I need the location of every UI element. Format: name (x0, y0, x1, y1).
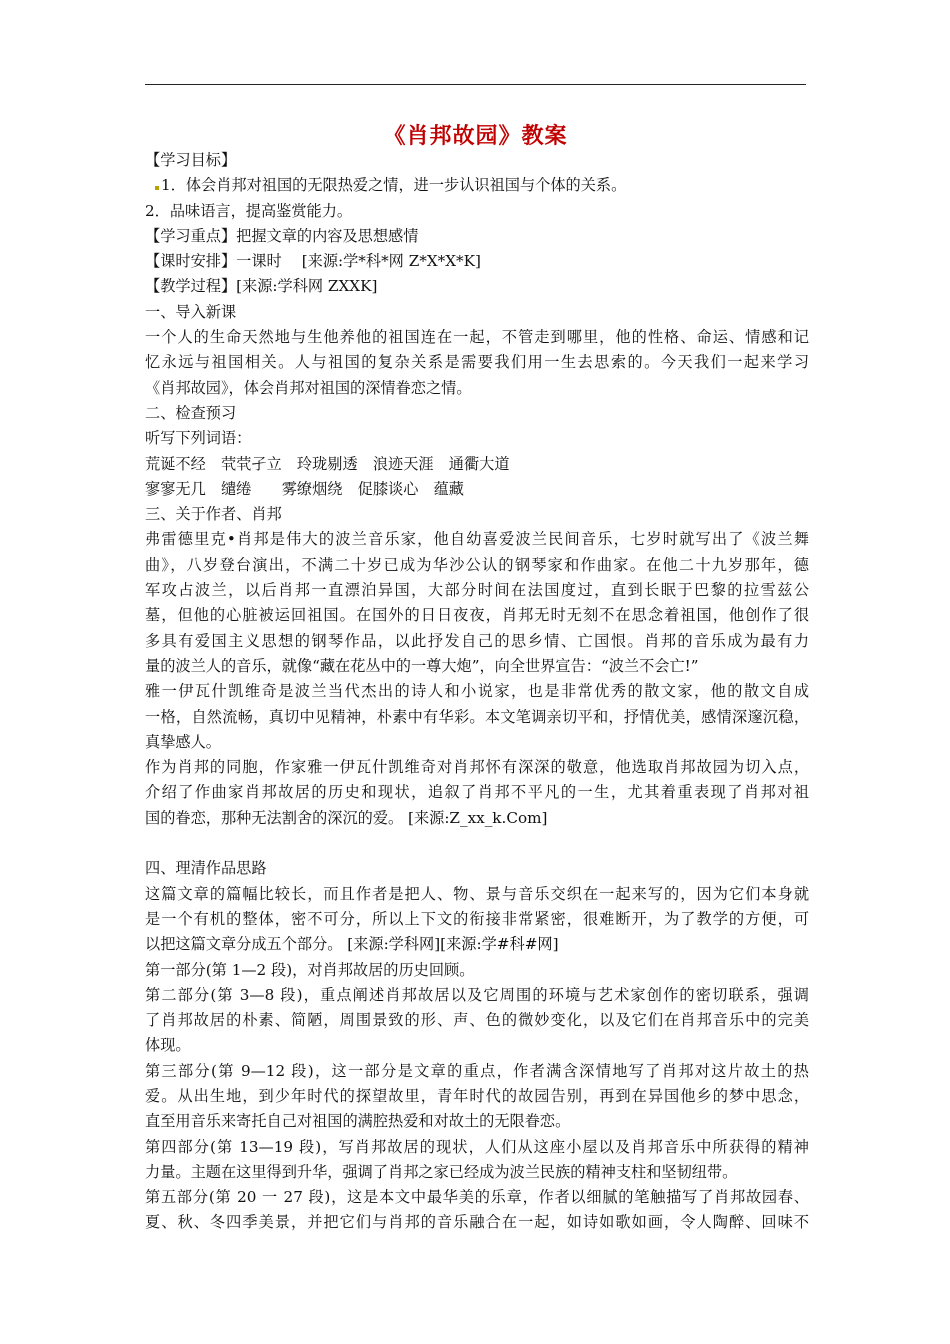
paragraph-line: 忆永远与祖国相关。人与祖国的复杂关系是需要我们用一生去思索的。今天我们一起来学习 (145, 353, 809, 372)
vocabulary-line: 寥寥无几 缱绻 雾缭烟绕 促膝谈心 蕴藏 (145, 479, 464, 498)
objective-item: 2．品味语言，提高鉴赏能力。 (145, 201, 353, 220)
schedule: 【课时安排】一课时 [来源:学*科*网 Z*X*X*K] (145, 252, 481, 271)
paragraph-line: 第三部分(第 9—12 段)，这一部分是文章的重点，作者满含深情地写了肖邦对这片故土的热 (145, 1061, 809, 1080)
paragraph-line: 一格，自然流畅，真切中见精神，朴素中有华彩。本文笔调亲切平和，抒情优美，感情深邃沉稳， (145, 707, 809, 726)
blank-line (145, 831, 809, 856)
paragraph-line: 第五部分(第 20 一 27 段)，这是本文中最华美的乐章，作者以细腻的笔触描写了肖邦故园春、 (145, 1188, 809, 1207)
paragraph-line: 爱。从出生地，到少年时代的探望故里，青年时代的故园告别，再到在异国他乡的梦中思念， (145, 1086, 809, 1105)
paragraph-line: 军攻占波兰，以后肖邦一直漂泊异国，大部分时间在法国度过，直到长眠于巴黎的拉雪兹公 (145, 581, 809, 600)
paragraph-line: 《肖邦故园》，体会肖邦对祖国的深情眷恋之情。 (145, 378, 472, 397)
page-title: 《肖邦故园》教案 (383, 124, 568, 149)
section-heading: 二、检查预习 (145, 403, 237, 422)
paragraph-line: 以把这篇文章分成五个部分。 [来源:学科网][来源:学#科#网] (145, 935, 559, 954)
objective-item: 1．体会肖邦对祖国的无限热爱之情，进一步认识祖国与个体的关系。 (145, 173, 809, 198)
paragraph-line: 介绍了作曲家肖邦故居的历史和现状，追叙了肖邦不平凡的一生，尤其着重表现了肖邦对祖 (145, 783, 809, 802)
paragraph-line: 多具有爱国主义思想的钢琴作品，以此抒发自己的思乡情、亡国恨。肖邦的音乐成为最有力 (145, 631, 809, 650)
paragraph-line: 体现。 (145, 1036, 191, 1055)
paragraph-line: 了肖邦故居的朴素、简陋，周围景致的形、声、色的微妙变化，以及它们在肖邦音乐中的完美 (145, 1011, 809, 1030)
paragraph-line: 夏、秋、冬四季美景，并把它们与肖邦的音乐融合在一起，如诗如歌如画，令人陶醉、回味不 (145, 1213, 809, 1232)
paragraph-line: 听写下列词语： (145, 429, 252, 448)
section-heading: 一、导入新课 (145, 302, 237, 321)
paragraph-line: 第二部分(第 3—8 段)，重点阐述肖邦故居以及它周围的环境与艺术家创作的密切联系，强调 (145, 985, 809, 1004)
header-rule (145, 84, 806, 85)
paragraph-line: 雅一伊瓦什凯维奇是波兰当代杰出的诗人和小说家，也是非常优秀的散文家，他的散文自成 (145, 682, 809, 701)
paragraph-line: 这篇文章的篇幅比较长，而且作者是把人、物、景与音乐交织在一起来写的，因为它们本身就 (145, 884, 809, 903)
paragraph-line: 真挚感人。 (145, 732, 221, 751)
paragraph-line: 曲》，八岁登台演出，不满二十岁已成为华沙公认的钢琴家和作曲家。在他二十九岁那年，德 (145, 555, 809, 574)
vocabulary-line: 荒诞不经 茕茕孑立 玲珑剔透 浪迹天涯 通衢大道 (145, 454, 510, 473)
process-heading: 【教学过程】[来源:学科网 ZXXK] (145, 277, 378, 296)
paragraph-line: 第四部分(第 13—19 段)，写肖邦故居的现状，人们从这座小屋以及肖邦音乐中所获得的精神 (145, 1137, 809, 1156)
paragraph-line: 弗雷德里克•肖邦是伟大的波兰音乐家，他自幼喜爱波兰民间音乐，七岁时就写出了《波兰舞 (145, 530, 809, 549)
document-body (145, 148, 809, 1236)
section-heading: 【学习目标】 (145, 151, 237, 169)
paragraph-line: 墓，但他的心脏被运回祖国。在国外的日日夜夜，肖邦无时无刻不在思念着祖国，他创作了很 (145, 606, 809, 625)
paragraph-line: 第一部分(第 1—2 段)，对肖邦故居的历史回顾。 (145, 960, 475, 979)
paragraph-line: 国的眷恋，那种无法割舍的深沉的爱。 [来源:Z_xx_k.Com] (145, 808, 548, 827)
paragraph-line: 是一个有机的整体，密不可分，所以上下文的衔接非常紧密，很难断开，为了教学的方便，可 (145, 909, 809, 928)
paragraph-line: 作为肖邦的同胞，作家雅一伊瓦什凯维奇对肖邦怀有深深的敬意，他选取肖邦故园为切入点， (145, 758, 809, 777)
paragraph-line: 量的波兰人的音乐，就像“藏在花丛中的一尊大炮”，向全世界宣告：“波兰不会亡!” (145, 656, 699, 675)
paragraph-line: 直至用音乐来寄托自己对祖国的满腔热爱和对故土的无限眷恋。 (145, 1112, 571, 1131)
paragraph-line: 一个人的生命天然地与生他养他的祖国连在一起，不管走到哪里，他的性格、命运、情感和记 (145, 328, 809, 347)
marker-dot-icon (155, 186, 159, 190)
key-point: 【学习重点】把握文章的内容及思想感情 (145, 226, 419, 245)
paragraph-line: 力量。主题在这里得到升华，强调了肖邦之家已经成为波兰民族的精神支柱和坚韧纽带。 (145, 1162, 738, 1181)
section-heading: 四、理清作品思路 (145, 859, 267, 878)
section-heading: 三、关于作者、肖邦 (145, 505, 282, 524)
